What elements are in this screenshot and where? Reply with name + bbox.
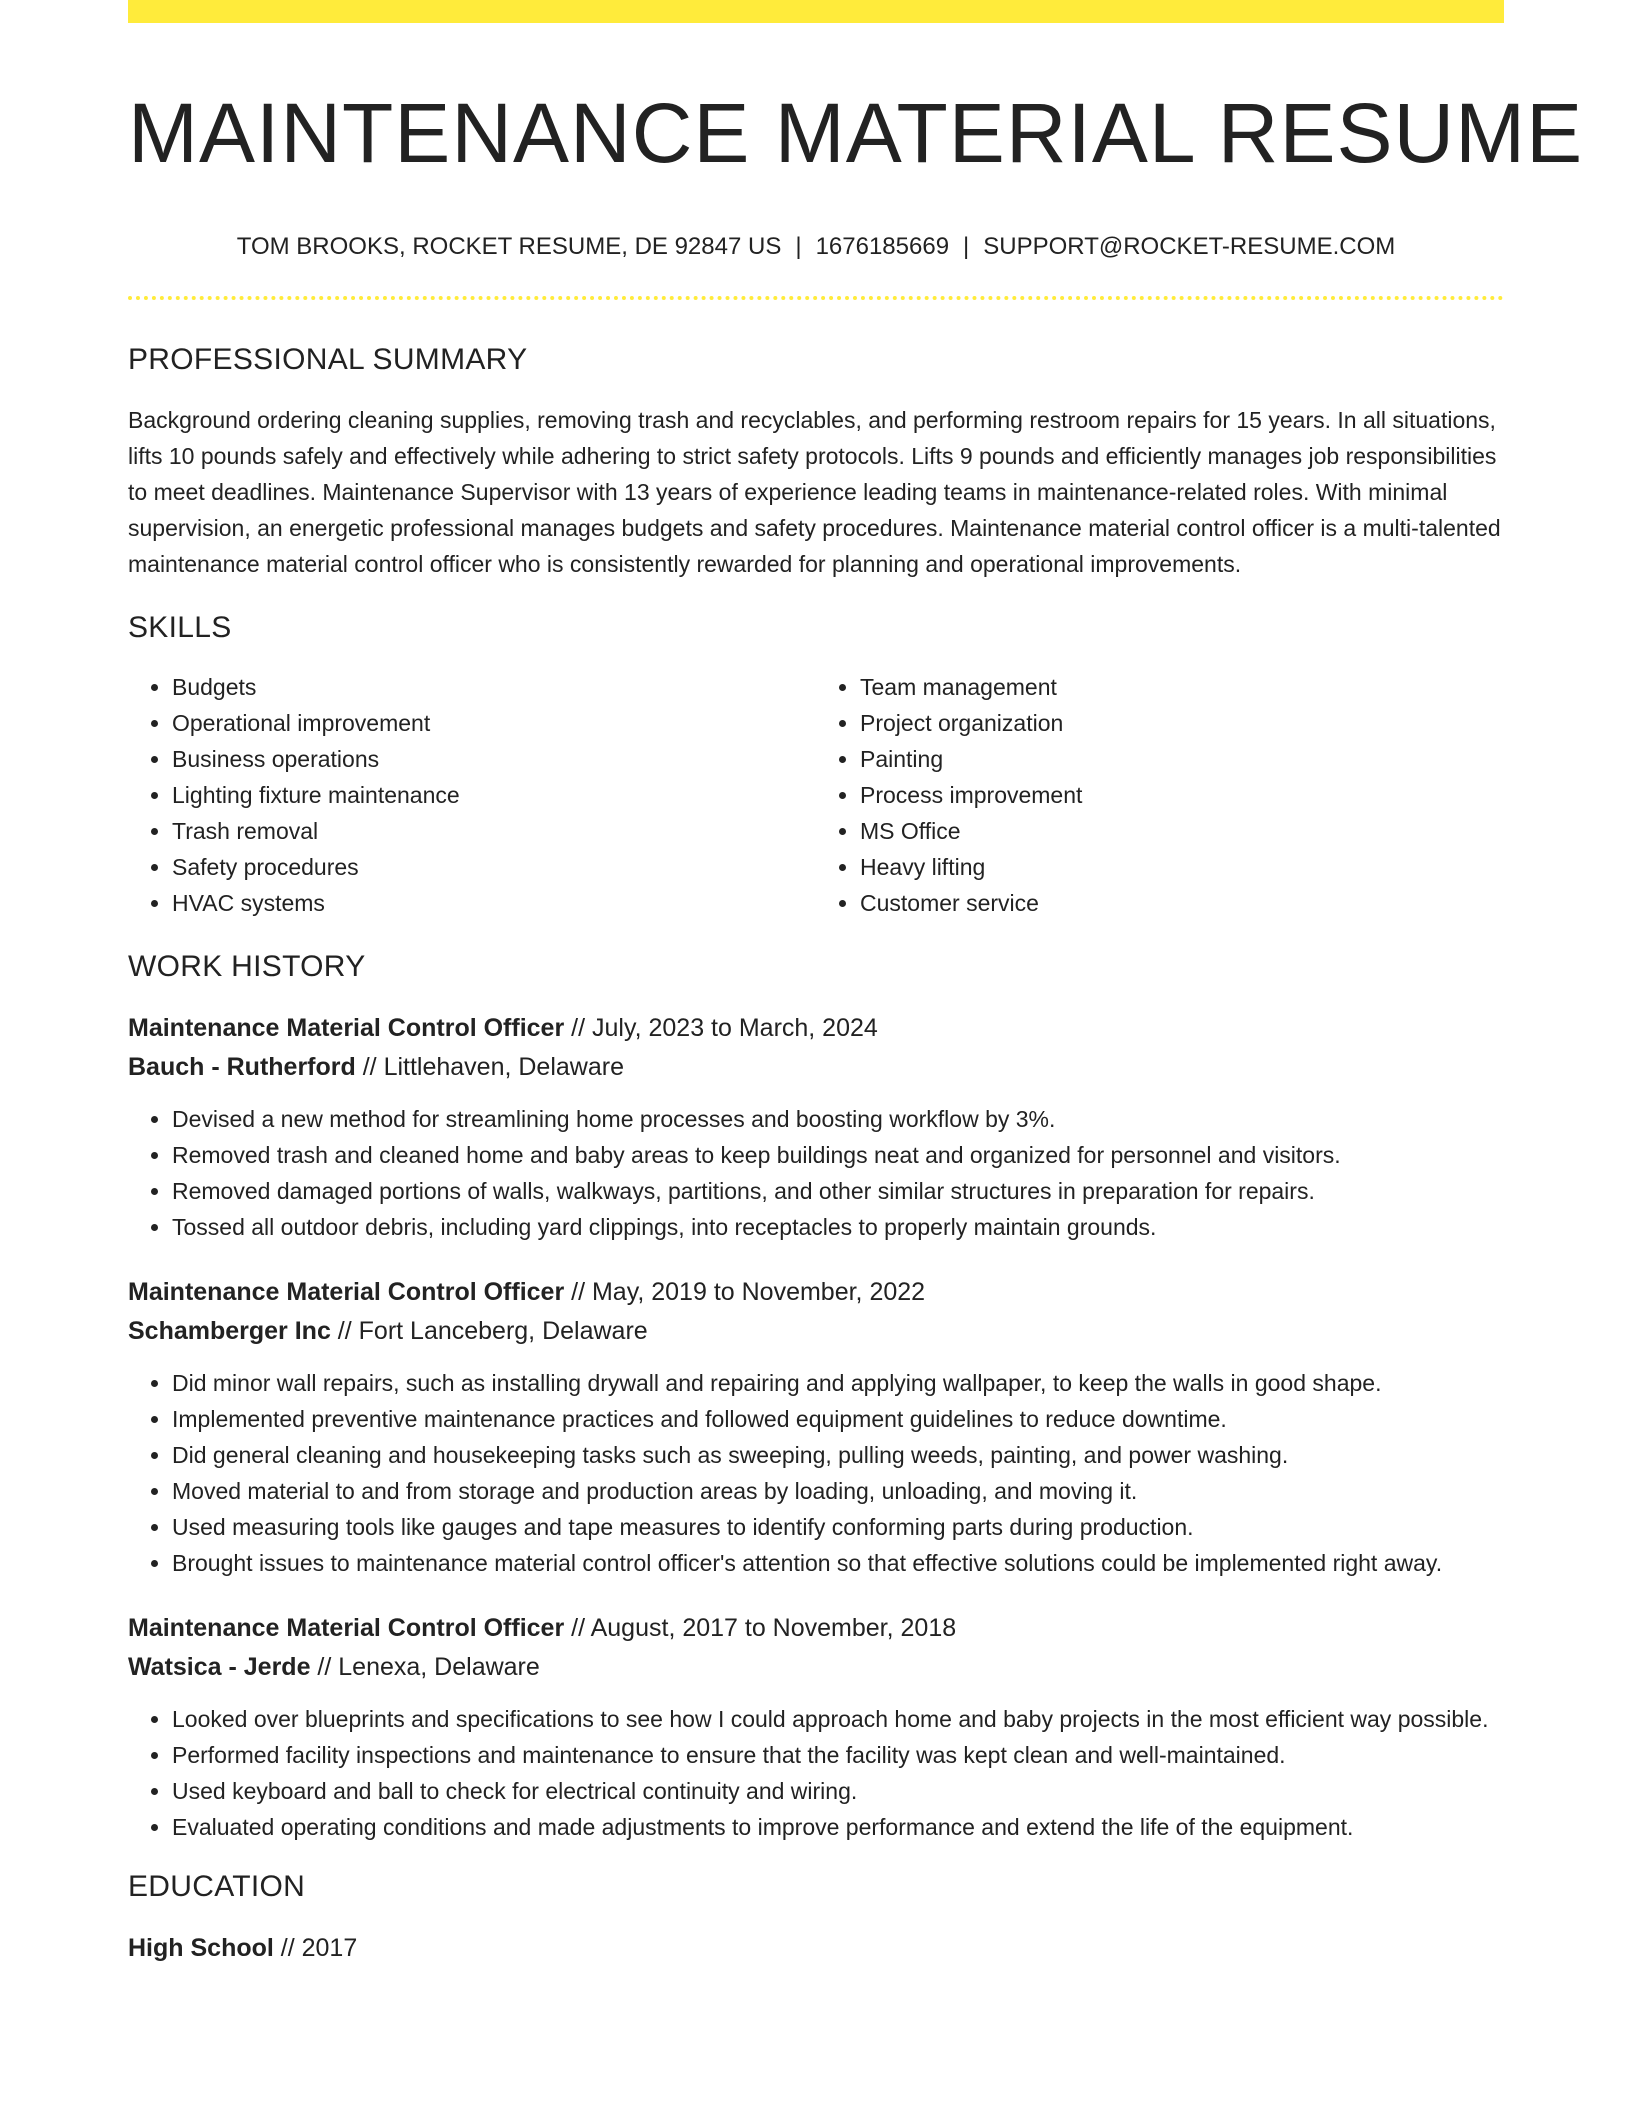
job-bullet: • Used keyboard and ball to check for electrical continuity and wiring.: [172, 1773, 1504, 1809]
job-title: Maintenance Material Control Officer: [128, 1014, 565, 1042]
dotted-divider: [128, 296, 1504, 300]
job-title-line: [128, 1609, 1504, 1648]
job-bullet: • Looked over blueprints and specifications to see how I could approach home and baby projects in the most efficient way possible.: [172, 1701, 1504, 1737]
skills-list: [128, 669, 1504, 921]
skill-item: • Safety procedures: [172, 849, 816, 885]
skill-item: • HVAC systems: [172, 885, 816, 921]
summary-text: Background ordering cleaning supplies, removing trash and recyclables, and performing restroom repairs for 15 years. In all situations, lifts 10 pounds safely and effectively while adhering to strict safety protocols. Lifts 9 pounds and efficiently manages job responsibilities to meet deadlines. Maintenance Supervisor with 13 years of experience leading teams in maintenance-related roles. With minimal supervision, an energetic professional manages budgets and safety procedures. Maintenance material control officer is a multi-talented maintenance material control officer who is consistently rewarded for planning and operational improvements.: [128, 407, 1501, 577]
job-company: Bauch - Rutherford: [128, 1053, 356, 1081]
skill-item: • Heavy lifting: [860, 849, 1504, 885]
job-location: // Littlehaven, Delaware: [355, 1053, 624, 1081]
job-bullet: • Evaluated operating conditions and made adjustments to improve performance and extend the life of the equipment.: [172, 1809, 1504, 1845]
job-title-line: [128, 1009, 1504, 1048]
skill-item: • Customer service: [860, 885, 1504, 921]
skill-item: • Painting: [860, 741, 1504, 777]
job-bullet: • Devised a new method for streamlining home processes and boosting workflow by 3%.: [172, 1101, 1504, 1137]
job-bullet: • Brought issues to maintenance material control officer's attention so that effective solutions could be implemented right away.: [172, 1545, 1504, 1581]
job-company-line: [128, 1312, 1504, 1351]
contact-phone: 1676185669: [815, 233, 950, 260]
education-school: High School: [128, 1934, 274, 1962]
job-bullets: [128, 1101, 1504, 1245]
job-entry: [128, 1273, 1504, 1581]
resume-page: [128, 0, 1584, 1968]
education-year: // 2017: [273, 1934, 358, 1962]
job-bullet: • Tossed all outdoor debris, including yard clippings, into receptacles to properly maintain grounds.: [172, 1209, 1504, 1245]
contact-separator: |: [963, 233, 970, 260]
contact-separator: |: [795, 233, 802, 260]
job-bullets: [128, 1365, 1504, 1581]
job-bullet: • Used measuring tools like gauges and tape measures to identify conforming parts during production.: [172, 1509, 1504, 1545]
work-history-heading: WORK HISTORY: [128, 950, 366, 983]
skills-column-left: [128, 669, 816, 921]
job-title: Maintenance Material Control Officer: [128, 1278, 565, 1306]
summary-heading: PROFESSIONAL SUMMARY: [128, 343, 528, 376]
job-bullet: • Removed damaged portions of walls, walkways, partitions, and other similar structures in preparation for repairs.: [172, 1173, 1504, 1209]
job-title: Maintenance Material Control Officer: [128, 1614, 565, 1642]
job-company-line: [128, 1648, 1504, 1687]
education-heading: EDUCATION: [128, 1870, 306, 1903]
job-bullet: • Moved material to and from storage and production areas by loading, unloading, and moving it.: [172, 1473, 1504, 1509]
skill-item: • Operational improvement: [172, 705, 816, 741]
job-entry: [128, 1609, 1504, 1845]
job-bullet: • Did general cleaning and housekeeping tasks such as sweeping, pulling weeds, painting, and power washing.: [172, 1437, 1504, 1473]
job-location: // Lenexa, Delaware: [310, 1653, 540, 1681]
contact-address: TOM BROOKS, ROCKET RESUME, DE 92847 US: [236, 233, 782, 260]
job-entry: [128, 1009, 1504, 1245]
skill-item: • MS Office: [860, 813, 1504, 849]
job-dates: // May, 2019 to November, 2022: [564, 1278, 926, 1306]
job-company: Watsica - Jerde: [128, 1653, 311, 1681]
skill-item: • Lighting fixture maintenance: [172, 777, 816, 813]
top-accent-bar: [128, 0, 1504, 23]
resume-title: MAINTENANCE MATERIAL RESUME: [128, 86, 1584, 180]
skill-item: • Budgets: [172, 669, 816, 705]
education-entry: [128, 1929, 1504, 1968]
skill-item: • Process improvement: [860, 777, 1504, 813]
skill-item: • Trash removal: [172, 813, 816, 849]
job-bullet: • Did minor wall repairs, such as installing drywall and repairing and applying wallpaper, to keep the walls in good shape.: [172, 1365, 1504, 1401]
job-company: Schamberger Inc: [128, 1317, 331, 1345]
job-dates: // August, 2017 to November, 2018: [564, 1614, 957, 1642]
skills-heading: SKILLS: [128, 611, 232, 644]
job-title-line: [128, 1273, 1504, 1312]
job-dates: // July, 2023 to March, 2024: [564, 1014, 878, 1042]
job-bullet: • Implemented preventive maintenance practices and followed equipment guidelines to reduce downtime.: [172, 1401, 1504, 1437]
job-location: // Fort Lanceberg, Delaware: [330, 1317, 648, 1345]
job-bullets: [128, 1701, 1504, 1845]
skills-column-right: [816, 669, 1504, 921]
contact-line: [128, 231, 1504, 263]
skill-item: • Team management: [860, 669, 1504, 705]
job-bullet: • Removed trash and cleaned home and baby areas to keep buildings neat and organized for personnel and visitors.: [172, 1137, 1504, 1173]
skill-item: • Project organization: [860, 705, 1504, 741]
job-company-line: [128, 1048, 1504, 1087]
job-bullet: • Performed facility inspections and maintenance to ensure that the facility was kept clean and well-maintained.: [172, 1737, 1504, 1773]
contact-email: SUPPORT@ROCKET-RESUME.COM: [983, 233, 1396, 260]
skill-item: • Business operations: [172, 741, 816, 777]
